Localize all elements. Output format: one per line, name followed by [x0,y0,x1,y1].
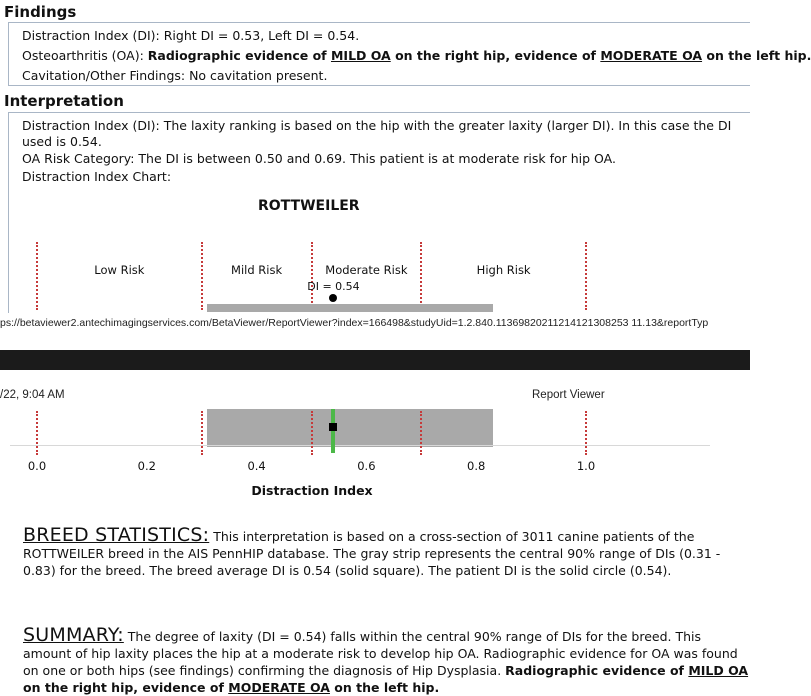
interpretation-heading: Interpretation [4,92,124,110]
di-chart-bottom [0,405,750,500]
breed-range-box [207,409,492,447]
risk-boundary-line [36,242,38,310]
patient-di-label: DI = 0.54 [307,280,360,293]
summary-text: The degree of laxity (DI = 0.54) falls within the central 90% range of DIs for the breed. This amount of hip laxity places the hip at a moderate risk to develop hip OA. Radiographic evidence for OA was found on one or both hips (see findings) confirming the diagnosis of Hip Dysplasia. [23,629,738,678]
x-tick-label: 0.6 [357,459,376,473]
breed-average-square [329,423,337,431]
risk-boundary-line [420,242,422,310]
patient-di-circle [329,294,337,302]
interpretation-chart-label: Distraction Index Chart: [22,169,172,184]
breed-stats-text: This interpretation is based on a cross-section of 3011 canine patients of the ROTTWEILER breed in the AIS PennHIP database. The gray strip represents the central 90% range of DIs (0.31 - 0.83) for the breed. The breed average DI is 0.54 (solid square). The patient DI is the solid circle (0.54). [23,529,721,578]
risk-boundary-line [420,411,422,455]
risk-boundary-line [585,411,587,455]
print-title: Report Viewer [532,389,605,401]
risk-boundary-line [585,242,587,310]
x-tick-label: 0.0 [27,459,47,473]
chart-title: ROTTWEILER [258,198,360,214]
patient-di-line [331,409,335,453]
risk-boundary-line [36,411,38,455]
x-tick-label: 1.0 [576,459,596,473]
risk-boundary-line [201,411,203,455]
x-tick-label: 0.4 [247,459,266,473]
page-url: ps://betaviewer2.antechimagingservices.com/BetaViewer/ReportViewer?index=166498&studyUid=1.2.840.11369820211214121308253 11.13&reportTyp [0,317,709,329]
summary [23,624,750,696]
risk-label: Mild Risk [231,263,283,277]
findings-heading: Findings [4,3,77,21]
risk-label: Moderate Risk [325,263,408,277]
findings-oa: Osteoarthritis (OA): Radiographic evidence of MILD OA on the right hip, evidence of MODERATE OA on the left hip. [22,48,811,63]
findings-di: Distraction Index (DI): Right DI = 0.53, Left DI = 0.54. [22,28,360,43]
breed-stats-heading: BREED STATISTICS: [23,524,210,546]
breed-statistics [23,524,750,579]
x-tick-label: 0.8 [467,459,486,473]
findings-cavitation: Cavitation/Other Findings: No cavitation present. [22,68,328,83]
breed-range-strip [207,304,492,312]
x-tick-label: 0.2 [137,459,156,473]
summary-heading: SUMMARY: [23,624,124,646]
x-axis-line [10,445,710,446]
risk-label: Low Risk [94,263,145,277]
interpretation-risk: OA Risk Category: The DI is between 0.50 and 0.69. This patient is at moderate risk for hip OA. [22,151,616,166]
page-separator [0,350,750,370]
risk-boundary-line [311,411,313,455]
interpretation-di: Distraction Index (DI): The laxity ranking is based on the hip with the greater laxity (larger DI). In this case the DI used is 0.54. [22,118,732,149]
risk-boundary-line [201,242,203,310]
summary-bold: Radiographic evidence of MILD OA on the right hip, evidence of MODERATE OA on the left hip. [23,663,749,695]
chart-xlabel: Distraction Index [251,483,373,498]
risk-label: High Risk [476,263,531,277]
di-chart-top [0,190,750,315]
print-date: /22, 9:04 AM [0,389,65,401]
risk-boundary-line [311,242,313,310]
